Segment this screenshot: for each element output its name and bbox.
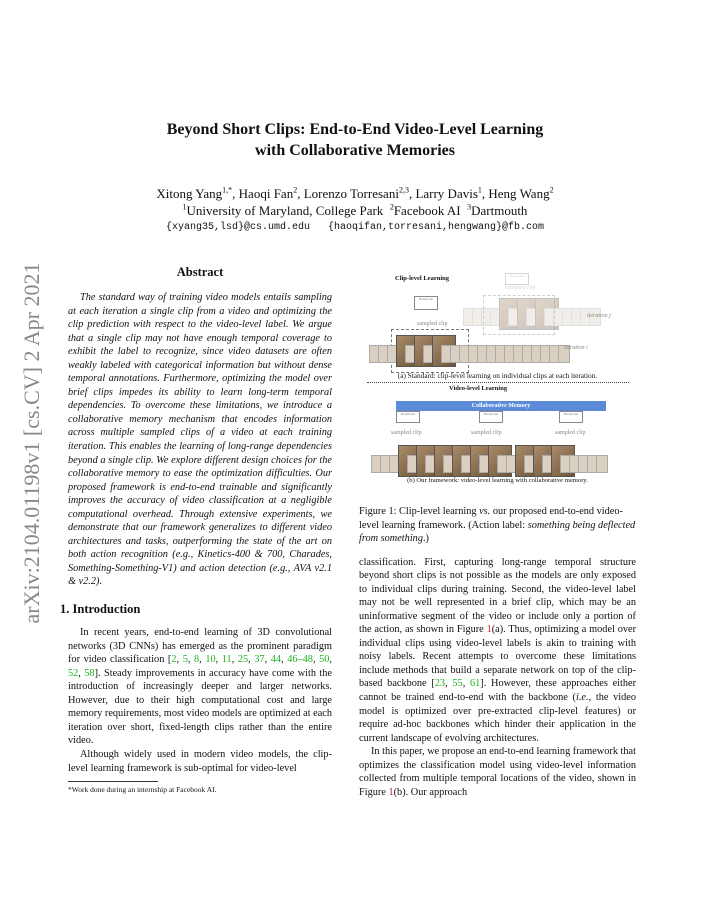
collaborative-memory-bar: Collaborative Memory <box>396 401 606 411</box>
iteration-j-label: iteration j <box>587 313 611 319</box>
backbone-box: Backbone <box>396 411 420 423</box>
figure-divider <box>367 382 629 383</box>
backbone-box: Backbone <box>479 411 503 423</box>
footnote: *Work done during an internship at Facebook AI. <box>68 785 217 795</box>
email[interactable]: {haoqifan,torresani,hengwang}@fb.com <box>328 222 545 233</box>
citation-link[interactable]: 46–48 <box>287 654 313 666</box>
citation-link[interactable]: 50 <box>319 654 330 666</box>
figure-reference-link[interactable]: 1 <box>388 786 394 798</box>
citation-link[interactable]: 5 <box>182 654 188 666</box>
citation-link[interactable]: 44 <box>270 654 282 666</box>
right-column <box>359 263 636 799</box>
citation-link[interactable]: 58 <box>84 667 95 679</box>
citation-link[interactable]: 10 <box>205 654 216 666</box>
backbone-box-faded: Backbone <box>505 273 529 285</box>
title-line-2: with Collaborative Memories <box>255 142 455 159</box>
citation-link[interactable]: 25 <box>237 654 249 666</box>
clip-level-label: Clip-level Learning <box>395 275 449 282</box>
citation-link[interactable]: 61 <box>470 678 481 690</box>
citation-link[interactable]: 23 <box>434 678 446 690</box>
author: Lorenzo Torresani <box>303 186 399 201</box>
email[interactable]: {xyang35,lsd}@cs.umd.edu <box>165 222 310 233</box>
author-block <box>60 185 650 219</box>
citation-link[interactable]: 37 <box>254 654 265 666</box>
figure-reference-link[interactable]: 1 <box>486 624 492 636</box>
intro-paragraph-2: Although widely used in modern video models, the clip-level learning framework is sub-optimal for video-level <box>68 748 332 774</box>
iteration-i-label: iteration i <box>564 345 588 351</box>
sampled-clip-label: sampled clip <box>471 430 502 436</box>
sampled-clip-label: sampled clip <box>417 321 448 327</box>
sampled-clip-label-faded: sampled clip <box>505 285 536 291</box>
figure-caption: Figure 1: Clip-level learning vs. our proposed end-to-end video-level learning framework. (Action label: something being deflected from something.) <box>359 506 636 544</box>
introduction-heading: 1. Introduction <box>60 602 141 617</box>
affiliation: Dartmouth <box>471 203 528 218</box>
email-list <box>60 222 650 233</box>
citation-link[interactable]: 52 <box>68 667 79 679</box>
subcaption-a: (a) Standard: clip-level learning on individual clips at each iteration. <box>397 371 598 380</box>
paper-title <box>100 119 610 161</box>
left-column <box>60 265 332 795</box>
intro-paragraph-right-2: In this paper, we propose an end-to-end learning framework that optimizes the classification model using video-level information collected from multiple temporal locations of the video, shown in Figure 1(b). Our approach <box>359 746 636 798</box>
citation-link[interactable]: 55 <box>452 678 463 690</box>
author: Haoqi Fan <box>238 186 294 201</box>
author: Larry Davis <box>415 186 478 201</box>
citation-link[interactable]: 11 <box>221 654 232 666</box>
author: Heng Wang <box>488 186 550 201</box>
abstract-text: The standard way of training video models entails sampling at each iteration a single clip from a video and optimizing the clip prediction with respect to the video-level label. We argue that a single clip may not have enough temporal coverage to exhibit the label to recognize, since video datasets are often weakly labeled with categorical information but without dense temporal annotations. Furthermore, optimizing the model over brief clips impedes its ability to learn long-term temporal dependencies. To overcome these limitations, we introduce a collaborative memory mechanism that encodes information across multiple sampled clips of a video at each training iteration. This enables the learning of long-range dependencies beyond a single clip. We explore different design choices for the collaborative memory to ease the optimization difficulties. Our proposed framework is end-to-end trainable and significantly improves the accuracy of video classification at a negligible computational overhead. Through extensive experiments, we demonstrate that our framework generalizes to different video architectures and tasks, outperforming the state of the art on both action recognition (e.g., Kinetics-400 & 700, Charades, Something-Something-V1) and action detection (e.g., AVA v2.1 & v2.2). <box>68 292 332 588</box>
affiliation: Facebook AI <box>393 203 461 218</box>
author: Xitong Yang <box>156 186 223 201</box>
abstract-heading: Abstract <box>176 265 224 279</box>
footnote-divider <box>68 781 158 782</box>
affiliation-list: $^1$University of Maryland, College Park $^2$Facebook AI $^3$Dartmouth <box>182 202 528 218</box>
title-line-1: Beyond Short Clips: End-to-End Video-Level Learning <box>166 121 544 138</box>
sampled-clip-label: sampled clip <box>391 430 422 436</box>
citation-link[interactable]: 2 <box>171 654 177 666</box>
backbone-box: Backbone <box>414 296 438 310</box>
subcaption-b: (b) Our framework: video-level learning with collaborative memory. <box>407 477 588 484</box>
author-list: Xitong Yang$^{1,*}$, Haoqi Fan$^2$, Lorenzo Torresani$^{2,3}$, Larry Davis$^1$, Heng Wang$^2$ <box>156 185 554 201</box>
figure-1 <box>359 263 636 499</box>
arxiv-stamp: arXiv:2104.01198v1 [cs.CV] 2 Apr 2021 <box>19 262 44 624</box>
affiliation: University of Maryland, College Park <box>186 203 384 218</box>
video-level-label: Video-level Learning <box>449 385 508 392</box>
intro-paragraph-right-1: classification. First, capturing long-range temporal structure beyond short clips is not possible as the models are only exposed to individual clips during training. Second, the video-level label may not be well represented in a brief clip, which may be an uninformative segment of the video or include only a portion of the action, as shown in Figure 1(a). Thus, optimizing a model over individual clips using video-level labels is akin to training with noisy labels. Recent attempts to overcome these limitations include methods that build a separate network on top of the clip-based backbone [23, 55, 61]. However, these approaches either cannot be trained end-to-end with the backbone (i.e., the video model is optimized over pre-extracted clip-level features) or require ad-hoc backbones which hinder their application in the current landscape of evolving architectures. <box>359 556 637 744</box>
video-frame <box>596 455 608 473</box>
intro-paragraph-1: In recent years, end-to-end learning of 3D convolutional networks (3D CNNs) has emerged as the prominent paradigm for video classification [2, 5, 8, 10, 11, 25, 37, 44, 46–48, 50, 52, 58]. Steady improvements in accuracy have come with the introduction of increasingly deeper and larger networks. However, due to their high computational cost and large memory requirements, most video models are optimized at each iteration over short, fixed-length clips rather than the entire video. <box>68 627 332 747</box>
backbone-box: Backbone <box>559 411 583 423</box>
sampled-clip-label: sampled clip <box>555 430 586 436</box>
citation-link[interactable]: 8 <box>194 654 200 666</box>
